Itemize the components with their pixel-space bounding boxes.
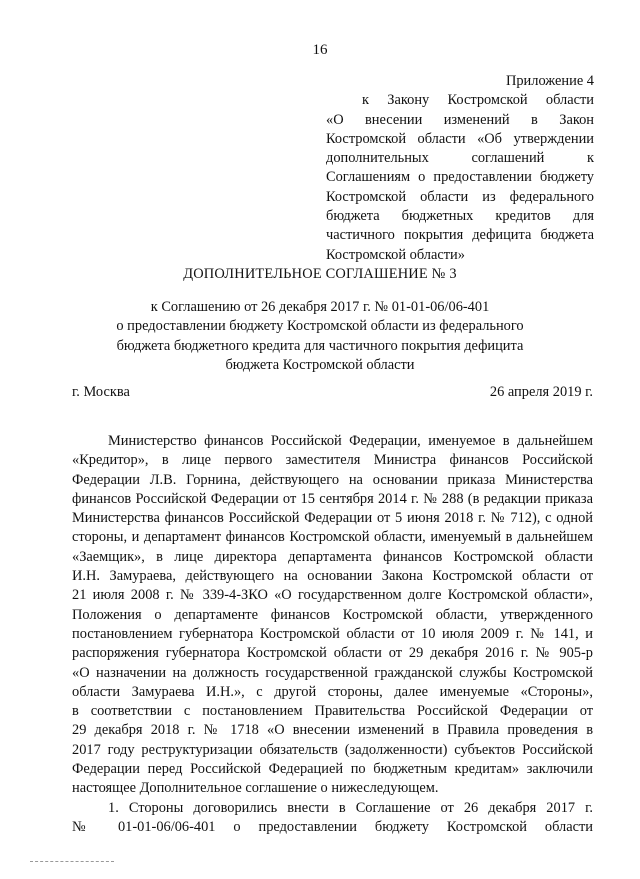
- body-line: Положения о департаменте финансов Костромской области, утвержденного: [72, 606, 593, 623]
- body-line: Министерства финансов Российской Федерации от 5 июня 2018 г. № 712), с одной: [72, 510, 593, 527]
- appendix-header: [326, 72, 594, 265]
- body-line: Федерации Л.В. Горнина, действующего на основании приказа Министерства: [72, 471, 593, 488]
- page-number: 16: [312, 42, 328, 58]
- appendix-line: Костромской области из федерального: [326, 188, 594, 205]
- body-line: «О назначении на должность государственной гражданской службы Костромской: [72, 664, 593, 681]
- appendix-line: дополнительных соглашений к: [326, 150, 594, 167]
- body-line: 1. Стороны договорились внести в Соглашение от 26 декабря 2017 г.: [108, 799, 593, 816]
- subtitle-line: о предоставлении бюджету Костромской области из федерального: [116, 318, 524, 335]
- body-line: И.Н. Замураева, действующего на основании Закона Костромской области от: [72, 568, 593, 585]
- place: г. Москва: [72, 384, 130, 400]
- document-title: ДОПОЛНИТЕЛЬНОЕ СОГЛАШЕНИЕ № 3: [183, 266, 457, 282]
- body-text: [72, 432, 593, 837]
- body-line: 2017 году реструктуризации обязательств (задолженности) субъектов Российской: [72, 741, 593, 758]
- body-line: Министерство финансов Российской Федерации, именуемое в дальнейшем: [108, 433, 593, 449]
- appendix-line: Костромской области «Об утверждении: [326, 130, 594, 147]
- body-line: 29 декабря 2018 г. № 1718 «О внесении изменений в Правила проведения в: [72, 722, 593, 739]
- body-line: финансов Российской Федерации от 15 сентября 2014 г. № 288 (в редакции приказа: [72, 490, 593, 507]
- body-line: № 01-01-06/06-401 о предоставлении бюджету Костромской области: [72, 818, 593, 835]
- appendix-line: Соглашениям о предоставлении бюджету: [326, 169, 594, 186]
- subtitle-line: бюджета Костромской области: [225, 356, 415, 373]
- body-line: Федерации перед Российской Федерацией по бюджетным кредитам» заключили: [72, 761, 593, 778]
- appendix-line: «О внесении изменений в Закон: [326, 111, 594, 128]
- appendix-line: Костромской области»: [326, 246, 465, 263]
- place-date-row: [72, 384, 593, 401]
- document-subtitle: [60, 298, 580, 375]
- body-line: области Замураева И.Н.», с другой стороны, далее именуемые «Стороны»,: [72, 683, 593, 700]
- body-line: постановлением губернатора Костромской области от 10 июля 2009 г. № 141, и: [72, 625, 593, 642]
- appendix-line: Приложение 4: [505, 73, 594, 89]
- date: 26 апреля 2019 г.: [489, 384, 593, 400]
- subtitle-line: бюджета бюджетного кредита для частичного покрытия дефицита: [116, 337, 524, 354]
- appendix-line: к Закону Костромской области: [362, 92, 594, 109]
- appendix-line: бюджета бюджетных кредитов для: [326, 208, 594, 225]
- body-line: 21 июля 2008 г. № 339-4-ЗКО «О государственном долге Костромской области»,: [72, 587, 593, 604]
- appendix-line: частичного покрытия дефицита бюджета: [326, 227, 594, 244]
- body-line: «Заемщик», в лице директора департамента финансов Костромской области: [72, 548, 593, 565]
- body-line: настоящее Дополнительное соглашение о нижеследующем.: [72, 780, 439, 797]
- body-line: в соответствии с постановлением Правительства Российской Федерации от: [72, 703, 593, 720]
- subtitle-line: к Соглашению от 26 декабря 2017 г. № 01-01-06/06-401: [150, 299, 490, 315]
- body-line: «Кредитор», в лице первого заместителя Министра финансов Российской: [72, 452, 593, 469]
- body-line: стороны, и департамент финансов Костромской области, именуемый в дальнейшем: [72, 529, 593, 546]
- body-line: распоряжения губернатора Костромской области от 29 декабря 2016 г. № 905-р: [72, 645, 593, 662]
- footnote-divider: [30, 861, 114, 862]
